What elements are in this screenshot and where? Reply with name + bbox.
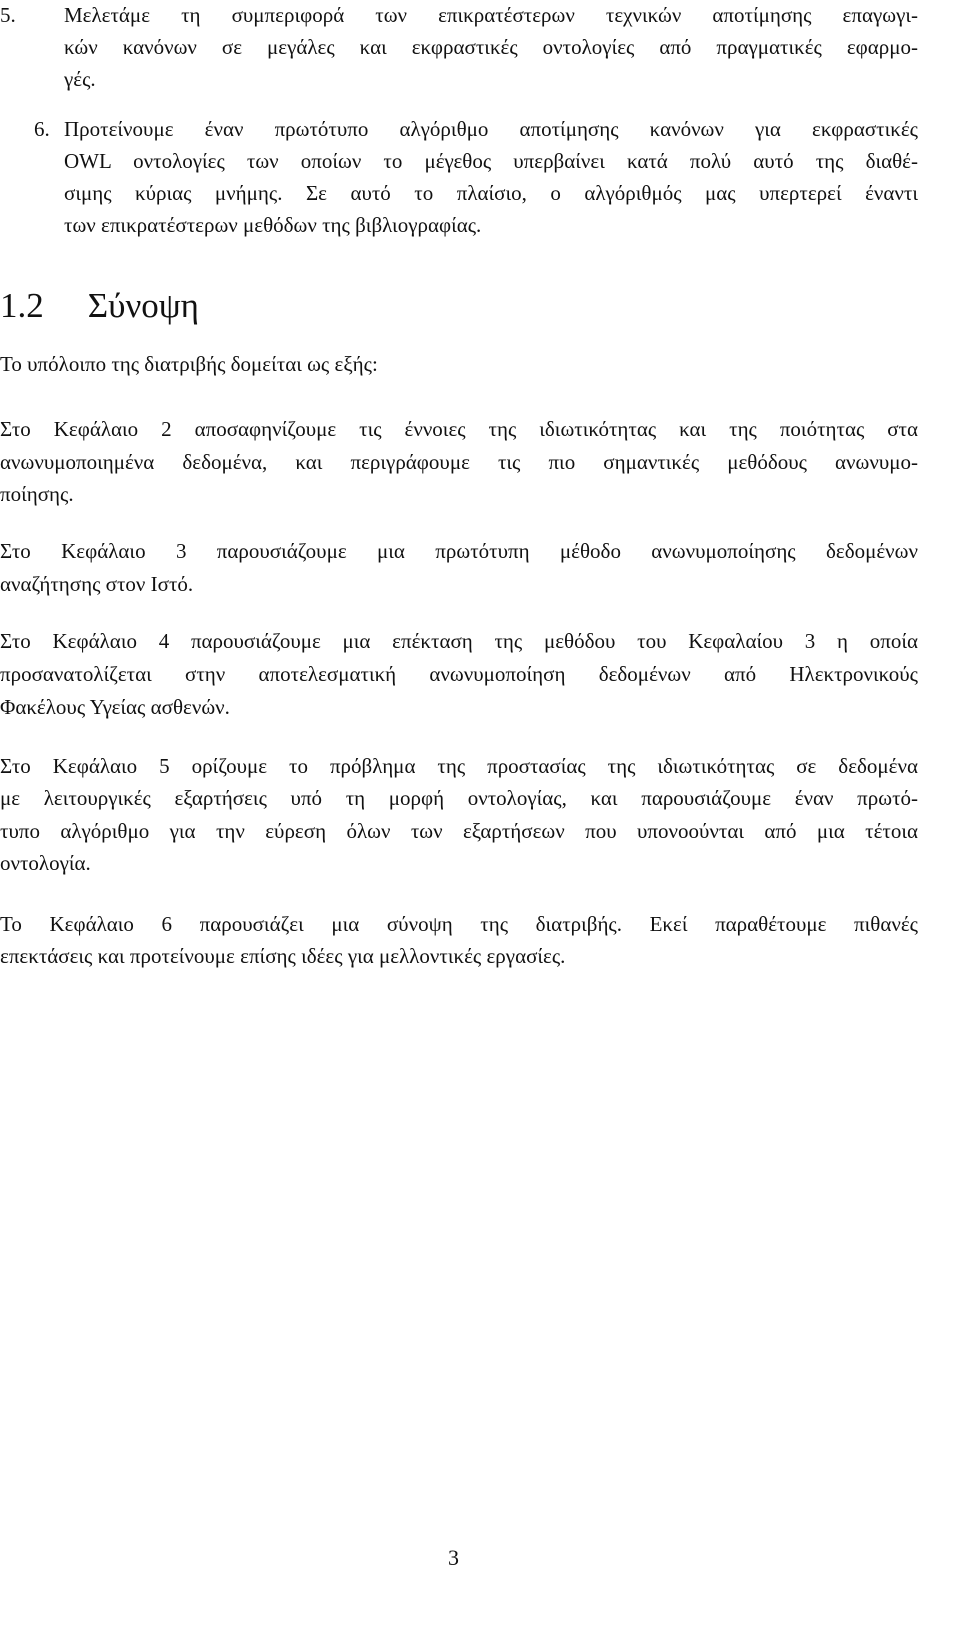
paragraph-line: προσανατολίζεται στην αποτελεσματική ανωνυμοποίηση δεδομένων από Ηλεκτρονικούς	[0, 662, 918, 686]
list-item-line: γές.	[64, 67, 96, 91]
paragraph-line: Στο Κεφάλαιο 4 παρουσιάζουμε μια επέκταση της μεθόδου του Κεφαλαίου 3 η οποία	[0, 629, 918, 653]
paragraph-line: Φακέλους Υγείας ασθενών.	[0, 695, 230, 719]
paragraph-line: Το Κεφάλαιο 6 παρουσιάζει μια σύνοψη της διατριβής. Εκεί παραθέτουμε πιθανές	[0, 912, 918, 936]
paragraph-line: με λειτουργικές εξαρτήσεις υπό τη μορφή οντολογίας, και παρουσιάζουμε έναν πρωτό-	[0, 786, 918, 810]
paragraph-line: επεκτάσεις και προτείνουμε επίσης ιδέες για μελλοντικές εργασίες.	[0, 944, 566, 968]
list-item-line: Μελετάμε τη συμπεριφορά των επικρατέστερων τεχνικών αποτίμησης επαγωγι-	[64, 3, 918, 27]
list-number: 6.	[34, 117, 50, 141]
section-number: 1.2	[0, 286, 44, 325]
paragraph-line: Το υπόλοιπο της διατριβής δομείται ως εξής:	[0, 352, 378, 376]
paragraph-line: οντολογία.	[0, 851, 91, 875]
list-item-line: κών κανόνων σε μεγάλες και εκφραστικές οντολογίες από πραγματικές εφαρμο-	[64, 35, 918, 59]
paragraph-line: αναζήτησης στον Ιστό.	[0, 572, 194, 596]
paragraph-line: Στο Κεφάλαιο 5 ορίζουμε το πρόβλημα της προστασίας της ιδιωτικότητας σε δεδομένα	[0, 754, 918, 778]
paragraph-line: Στο Κεφάλαιο 3 παρουσιάζουμε μια πρωτότυπη μέθοδο ανωνυμοποίησης δεδομένων	[0, 539, 918, 563]
list-item-line: Προτείνουμε έναν πρωτότυπο αλγόριθμο αποτίμησης κανόνων για εκφραστικές	[64, 117, 918, 141]
section-heading	[0, 286, 199, 326]
page-number: 3	[448, 1545, 459, 1570]
paragraph-line: τυπο αλγόριθμο για την εύρεση όλων των εξαρτήσεων που υπονοούνται από μια τέτοια	[0, 819, 918, 843]
paragraph-line: ποίησης.	[0, 482, 74, 506]
list-item-line: OWL οντολογίες των οποίων το μέγεθος υπερβαίνει κατά πολύ αυτό της διαθέ-	[64, 149, 918, 173]
list-number: 5.	[0, 3, 16, 27]
list-item-line: σιμης κύριας μνήμης. Σε αυτό το πλαίσιο, ο αλγόριθμός μας υπερτερεί έναντι	[64, 181, 918, 205]
paragraph-line: ανωνυμοποιημένα δεδομένα, και περιγράφουμε τις πιο σημαντικές μεθόδους ανωνυμο-	[0, 450, 918, 474]
list-item-line: των επικρατέστερων μεθόδων της βιβλιογραφίας.	[64, 213, 482, 237]
section-title: Σύνοψη	[87, 286, 199, 325]
paragraph-line: Στο Κεφάλαιο 2 αποσαφηνίζουμε τις έννοιες της ιδιωτικότητας και της ποιότητας στα	[0, 417, 918, 441]
